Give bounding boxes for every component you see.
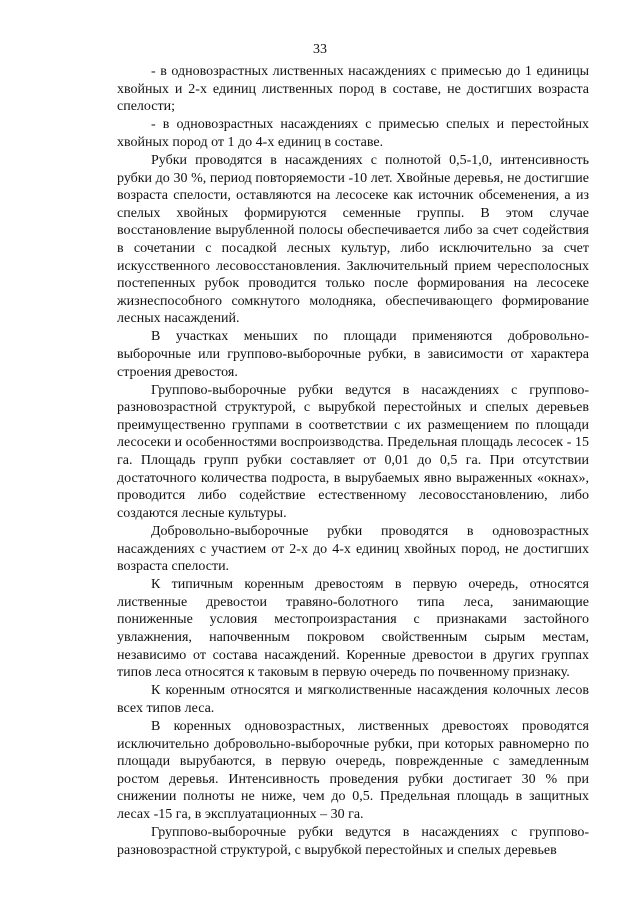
paragraph: Добровольно-выборочные рубки проводятся в одновозрастных насаждениях с участием от 2-х до 4-х единиц хвойных пород, не достигших возраста спелости. (117, 523, 589, 575)
page-number: 33 (313, 42, 327, 57)
paragraph: Рубки проводятся в насаждениях с полнотой 0,5-1,0, интенсивность рубки до 30 %, период повторяемости -10 лет. Хвойные деревья, не достигшие возраста спелости, оставляются на лесосеке как источник обсеменения, а из спелых хвойных формируются семенные группы. В этом случае восстановление вырубленной полосы обеспечивается либо за счет содействия в сочетании с посадкой лесных культур, либо исключительно за счет искусственного лесовосстановления. Заключительный прием чересполосных постепенных рубок проводится только после формирования на лесосеке жизнеспособного сомкнутого молодняка, обеспечивающего формирование лесных насаждений. (117, 152, 589, 327)
paragraph: Группово-выборочные рубки ведутся в насаждениях с группово-разновозрастной структурой, с вырубкой перестойных и спелых деревьев преимущественно группами в соответствии с их размещением по площади лесосеки и особенностями воспроизводства. Предельная площадь лесосек - 15 га. Площадь групп рубки составляет от 0,01 до 0,5 га. При отсутствии достаточного количества подроста, в вырубаемых явно выраженных «окнах», проводится либо содействие естественному лесовосстановлению, либо создаются лесные культуры. (117, 382, 589, 521)
paragraph: В коренных одновозрастных, лиственных древостоях проводятся исключительно добровольно-выборочные рубки, при которых равномерно по площади вырубаются, в первую очередь, поврежденные с замедленным ростом деревья. Интенсивность проведения рубки достигает 30 % при снижении полноты не ниже, чем до 0,5. Предельная площадь в защитных лесах -15 га, в эксплуатационных – 30 га. (117, 718, 589, 822)
body-text (117, 63, 589, 860)
paragraph: - в одновозрастных насаждениях с примесью спелых и перестойных хвойных пород от 1 до 4-х единиц в составе. (117, 117, 589, 150)
paragraph: В участках меньших по площади применяются добровольно-выборочные или группово-выборочные рубки, в зависимости от характера строения древостоя. (117, 329, 589, 380)
paragraph: Группово-выборочные рубки ведутся в насаждениях с группово-разновозрастной структурой, с вырубкой перестойных и спелых деревьев (117, 825, 589, 858)
paragraph: К коренным относятся и мягколиственные насаждения колочных лесов всех типов леса. (117, 683, 589, 716)
paragraph: - в одновозрастных лиственных насаждениях с примесью до 1 единицы хвойных и 2-х единиц лиственных пород в составе, не достигших возраста спелости; (117, 64, 589, 115)
paragraph: К типичным коренным древостоям в первую очередь, относятся лиственные древостои травяно-болотного типа леса, занимающие пониженные условия местопроизрастания с признаками застойного увлажнения, напочвенным покровом свойственным сырым местам, независимо от состава насаждений. Коренные древостои в других группах типов леса относятся к таковым в первую очередь по почвенному признаку. (117, 577, 589, 681)
